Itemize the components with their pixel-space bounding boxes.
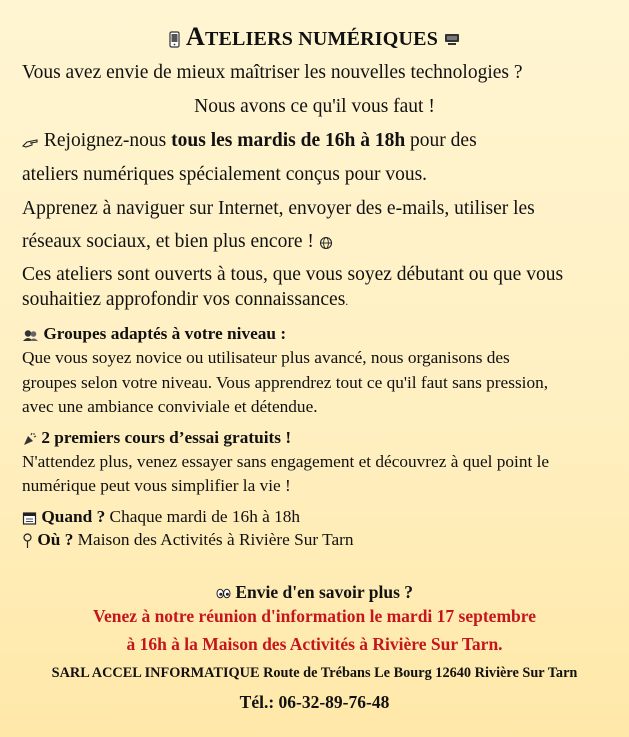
groups-heading-text: Groupes adaptés à votre niveau : <box>43 324 287 343</box>
pointing-hand-icon <box>22 135 39 148</box>
intro-line-3-pre: Rejoignez-nous <box>43 130 172 151</box>
schedule-highlight: tous les mardis de 16h à 18h <box>171 130 406 151</box>
groups-line-3: avec une ambiance conviviale et détendue. <box>22 397 318 416</box>
intro-line-7: Ces ateliers sont ouverts à tous, que vous soyez débutant ou que vous <box>22 264 564 285</box>
title-text: TELIERS NUMÉRIQUES <box>204 28 439 50</box>
trial-line-2: numérique peut vous simplifier la vie ! <box>22 476 291 495</box>
trial-heading <box>22 428 291 448</box>
intro-line-8-text: souhaitiez approfondir vos connaissances <box>22 289 346 310</box>
group-people-icon <box>22 329 39 342</box>
info-meeting-line-1: Venez à notre réunion d'information le mardi 17 septembre <box>93 606 536 626</box>
mobile-phone-icon <box>169 31 180 48</box>
intro-line-3-post: pour des <box>405 130 477 151</box>
keyboard-icon <box>444 33 460 46</box>
intro-line-6-text: réseaux sociaux, et bien plus encore ! <box>22 231 314 252</box>
intro-line-1: Vous avez envie de mieux maîtriser les nouvelles technologies ? <box>22 62 523 83</box>
intro-line-8 <box>22 289 348 311</box>
groups-heading <box>22 324 286 344</box>
calendar-icon <box>22 511 37 526</box>
location-pin-icon <box>22 533 33 549</box>
where-label: Où ? <box>37 530 74 549</box>
when-value: Chaque mardi de 16h à 18h <box>109 507 301 526</box>
info-heading-text: Envie d'en savoir plus ? <box>235 582 413 602</box>
phone-number: Tél.: 06-32-89-76-48 <box>239 692 390 712</box>
where-value: Maison des Activités à Rivière Sur Tarn <box>77 530 354 549</box>
intro-line-6 <box>22 231 333 253</box>
intro-line-5: Apprenez à naviguer sur Internet, envoyer des e-mails, utiliser les <box>22 198 535 219</box>
info-meeting-line-2: à 16h à la Maison des Activités à Rivière Sur Tarn. <box>126 634 503 654</box>
where-line <box>22 530 354 550</box>
intro-line-8-period: . <box>345 294 349 308</box>
title-first-letter: A <box>185 22 205 51</box>
page-title <box>0 22 629 52</box>
party-popper-icon <box>22 432 37 447</box>
eyes-icon <box>216 588 231 599</box>
groups-line-2: groupes selon votre niveau. Vous apprendrez tout ce qu'il faut sans pression, <box>22 373 549 392</box>
intro-line-4: ateliers numériques spécialement conçus pour vous. <box>22 164 428 185</box>
intro-line-2: Nous avons ce qu'il vous faut ! <box>194 96 435 117</box>
groups-line-1: Que vous soyez novice ou utilisateur plus avancé, nous organisons des <box>22 348 510 367</box>
trial-line-1: N'attendez plus, venez essayer sans engagement et découvrez à quel point le <box>22 452 550 471</box>
when-label: Quand ? <box>41 507 106 526</box>
intro-line-3 <box>22 130 477 152</box>
globe-icon <box>319 236 333 250</box>
when-line <box>22 507 300 527</box>
info-heading <box>0 582 629 603</box>
trial-heading-text: 2 premiers cours d’essai gratuits ! <box>41 428 292 447</box>
company-address: SARL ACCEL INFORMATIQUE Route de Trébans Le Bourg 12640 Rivière Sur Tarn <box>51 665 578 681</box>
